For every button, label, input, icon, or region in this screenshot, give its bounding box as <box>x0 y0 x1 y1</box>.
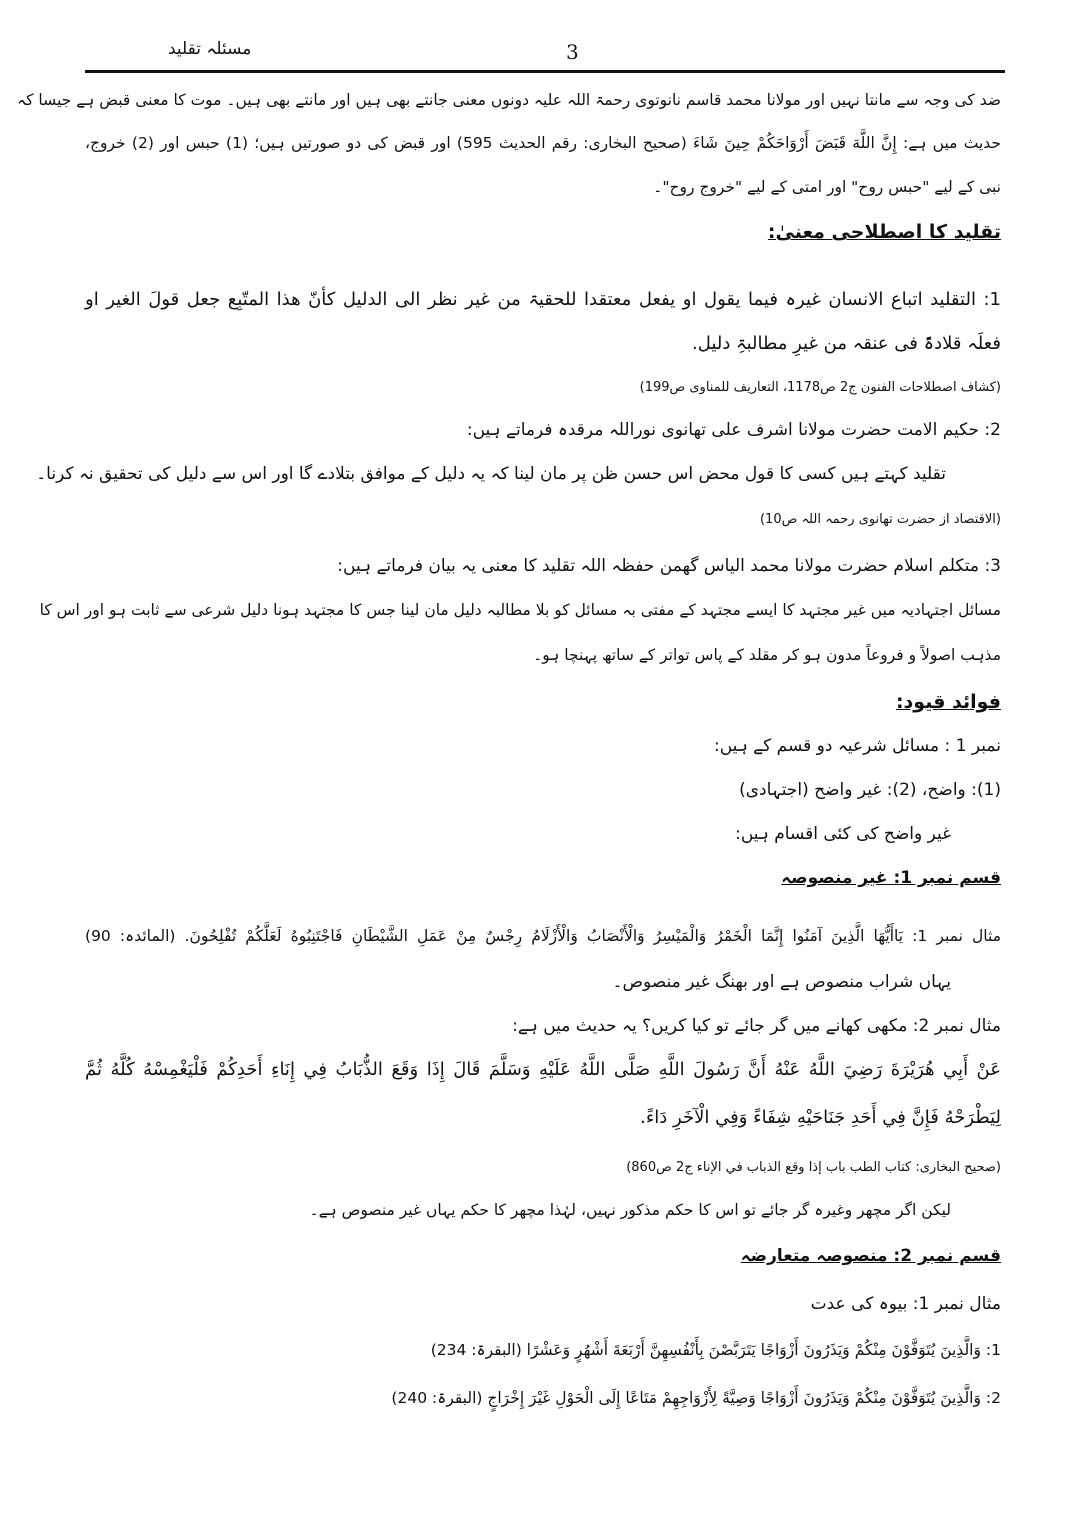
text-line: لیکن اگر مچھر وغیرہ گر جائے تو اس کا حکم مذکور نہیں، لہٰذا مچھر کا حکم یہاں غیر منصوص ہے۔ <box>309 1201 951 1219</box>
reference: (صحیح البخاری: کتاب الطب باب إذا وقع الذباب في الإناء ج2 ص860) <box>626 1160 1001 1175</box>
text-line: مثال نمبر 1: بیوہ کی عدت <box>810 1294 1001 1314</box>
text-line: تقلید کہتے ہیں کسی کا قول محض اس حسن ظن پر مان لینا کہ یہ دلیل کے موافق بتلادے گا اور اس سے دلیل کی تحقیق نہ کرنا۔ <box>36 464 946 484</box>
page-number: 3 <box>566 40 579 64</box>
arabic-line: عَنْ أَبِي هُرَيْرَةَ رَضِيَ اللَّهُ عَنْهُ أَنَّ رَسُولَ اللَّهِ صَلَّى اللَّهُ عَلَيْهِ وَسَلَّمَ قَالَ إِذَا وَقَعَ الذُّبَابُ فِي إِنَاءِ أَحَدِكُمْ فَلْيَغْمِسْهُ كُلَّهُ ثُمَّ <box>85 1059 1001 1080</box>
text-line: حدیث میں ہے: إِنَّ اللَّهَ قَبَضَ أَرْوَاحَكُمْ حِينَ شَاءَ (صحیح البخاری: رقم الحدیث 595) اور قبض کی دو صورتیں ہیں؛ (1) حبس اور (2) خروج، <box>85 134 1001 152</box>
text-line: یہاں شراب منصوص ہے اور بھنگ غیر منصوص۔ <box>612 972 951 992</box>
text-line: 3: متکلم اسلام حضرت مولانا محمد الیاس گھمن حفظہ اللہ تقلید کا معنی یہ بیان فرماتے ہیں: <box>337 556 1001 576</box>
reference: (الاقتصاد از حضرت تھانوی رحمہ اللہ ص10) <box>759 512 1001 527</box>
text-line: نبی کے لیے "حبس روح" اور امتی کے لیے "خروج روح"۔ <box>653 178 1001 196</box>
section-heading: تقلید کا اصطلاحی معنیٰ: <box>767 221 1001 243</box>
arabic-line: 2: وَالَّذِينَ يُتَوَفَّوْنَ مِنْكُمْ وَيَذَرُونَ أَزْوَاجًا وَصِيَّةً لِأَزْوَاجِهِمْ مَتَاعًا إِلَى الْحَوْلِ غَيْرَ إِخْرَاجٍ (البقرۃ: 240) <box>391 1389 1001 1407</box>
arabic-line: لِيَطْرَحْهُ فَإِنَّ فِي أَحَدِ جَنَاحَيْهِ شِفَاءً وَفِي الْآخَرِ دَاءً. <box>640 1107 1001 1128</box>
text-line: 2: حکیم الامت حضرت مولانا اشرف علی تھانوی نوراللہ مرقدہ فرماتے ہیں: <box>466 420 1001 440</box>
text-line: غیر واضح کی کئی اقسام ہیں: <box>735 824 951 844</box>
text-line: مسائل اجتہادیہ میں غیر مجتہد کا ایسے مجتہد کے مفتی بہ مسائل کو بلا مطالبہ دلیل مان لینا جس کا مجتہد ہونا دلیل شرعی سے ثابت ہو اور اس کا <box>39 601 1001 619</box>
arabic-line: فعلَہ قلادۃً فی عنقہ من غیرِ مطالبۃِ دلیل. <box>692 333 1001 354</box>
text-line: نمبر 1 : مسائل شرعیہ دو قسم کے ہیں: <box>714 736 1001 756</box>
header-title: مسئلہ تقلید <box>168 39 252 59</box>
text-line: (1): واضح، (2): غیر واضح (اجتہادی) <box>739 780 1001 800</box>
arabic-line: مثال نمبر 1: يَاأَيُّهَا الَّذِينَ آمَنُوا إِنَّمَا الْخَمْرُ وَالْمَيْسِرُ وَالْأَنْصَابُ وَالْأَزْلَامُ رِجْسٌ مِنْ عَمَلِ الشَّيْطَانِ فَاجْتَنِبُوهُ لَعَلَّكُمْ تُفْلِحُونَ. (المائدہ: 90) <box>85 927 1001 945</box>
arabic-line: 1: التقلید اتباع الانسان غیرہ فیما یقول او یفعل معتقدا للحقیۃ من غیر نظر الی الدلیل کأنّ ھذا المتّبِع جعل قولَ الغیر او <box>85 289 1001 310</box>
section-heading: قسم نمبر 2: منصوصہ متعارضہ <box>740 1246 1001 1266</box>
arabic-line: 1: وَالَّذِينَ يُتَوَفَّوْنَ مِنْكُمْ وَيَذَرُونَ أَزْوَاجًا يَتَرَبَّصْنَ بِأَنْفُسِهِنَّ أَرْبَعَةَ أَشْهُرٍ وَعَشْرًا (البقرۃ: 234) <box>430 1341 1001 1359</box>
section-heading: فوائد قیود: <box>895 691 1001 713</box>
header-rule <box>85 70 1005 73</box>
text-line: مذہب اصولاً و فروعاً مدون ہو کر مقلد کے پاس تواتر کے ساتھ پہنچا ہو۔ <box>533 646 1001 664</box>
text-line: ضد کی وجہ سے مانتا نہیں اور مولانا محمد قاسم نانوتوی رحمۃ اللہ علیہ دونوں معنی جانتے بھی ہیں اور مانتے بھی ہیں۔ موت کا معنی قبض ہے جیسا کہ <box>17 91 1001 109</box>
section-heading: قسم نمبر 1: غیر منصوصہ <box>781 868 1001 888</box>
reference: (کشاف اصطلاحات الفنون ج2 ص1178، التعاریف للمناوی ص199) <box>639 380 1001 395</box>
text-line: مثال نمبر 2: مکھی کھانے میں گر جائے تو کیا کریں؟ یہ حدیث میں ہے: <box>512 1016 1001 1036</box>
